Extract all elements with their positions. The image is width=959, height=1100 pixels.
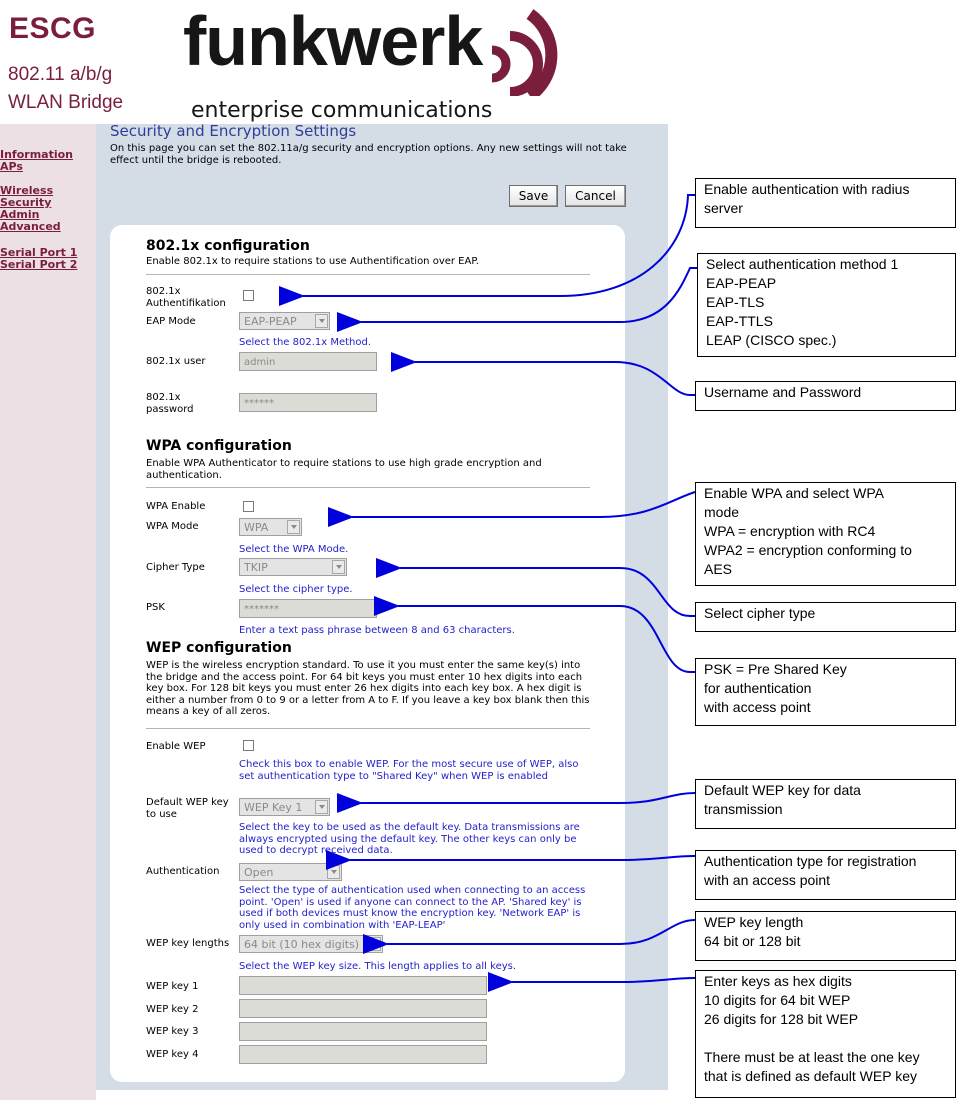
nav-item-serial-port-1[interactable]: Serial Port 1 (0, 246, 78, 259)
logo-tagline: enterprise communications (191, 98, 493, 123)
arrow-auth-type (350, 856, 695, 860)
callout-key-length: WEP key length 64 bit or 128 bit (695, 911, 956, 961)
callout-cipher: Select cipher type (695, 602, 956, 632)
wep-heading: WEP configuration (146, 640, 292, 656)
dot1x-password-label: 802.1x password (146, 392, 194, 415)
wep-auth-label: Authentication (146, 866, 220, 877)
logo-wordmark: funkwerk (183, 2, 483, 80)
wep-key-length-label: WEP key lengths (146, 938, 230, 949)
psk-label: PSK (146, 602, 165, 613)
callout-radius: Enable authentication with radius server (695, 178, 956, 228)
save-button[interactable]: Save (509, 185, 558, 207)
wep-description: WEP is the wireless encryption standard. To use it you must enter the same key(s) into the bridge and the access point. For 64 bit keys you must enter 10 hex digits into each key box. For 128 bit keys you must enter 26 hex digits into each key box. A hex digit is either a number from 0 to 9 or a letter from A to F. If you leave a key box blank then this means a key of all zeros. (146, 660, 590, 717)
wep-key-1-label: WEP key 1 (146, 981, 199, 992)
page-title: Security and Encryption Settings (110, 122, 357, 140)
dot1x-password-input[interactable]: ****** (239, 393, 377, 412)
brand-title: ESCG (9, 12, 97, 45)
nav-item-serial-port-2[interactable]: Serial Port 2 (0, 258, 78, 271)
arrow-psk (398, 606, 695, 672)
arrow-wpa-mode (352, 492, 695, 517)
psk-hint: Enter a text pass phrase between 8 and 63 characters. (239, 625, 515, 636)
dot1x-user-input[interactable]: admin (239, 352, 377, 371)
wep-key-4-label: WEP key 4 (146, 1049, 199, 1060)
wep-enable-hint: Check this box to enable WEP. For the most secure use of WEP, also set authentication type to "Shared Key" when WEP is enabled (239, 759, 579, 782)
wep-auth-hint: Select the type of authentication used when connecting to an access point. 'Open' is used if anyone can connect to the AP. 'Shared key' is used if both devices must know the encryption key. 'Network EAP' is only used in combination with 'EAP-LEAP' (239, 885, 586, 931)
wpa-mode-value: WPA (244, 521, 269, 534)
callout-eap-method: Select authentication method 1 EAP-PEAP EAP-TLS EAP-TTLS LEAP (CISCO spec.) (697, 253, 956, 357)
nav-item-wireless[interactable]: Wireless (0, 184, 54, 197)
product-line-2: WLAN Bridge (8, 92, 124, 113)
page-intro: On this page you can set the 802.11a/g security and encryption options. Any new settings will not take effect until the bridge is rebooted. (110, 143, 627, 166)
callout-keys: Enter keys as hex digits 10 digits for 64 bit WEP 26 digits for 128 bit WEP There must be at least the one key that is defined as default WEP key (695, 970, 956, 1098)
dot1x-auth-label: 802.1x Authentifikation (146, 286, 226, 309)
arrow-key-length (387, 920, 695, 944)
eap-mode-label: EAP Mode (146, 316, 196, 327)
nav-item-security[interactable]: Security (0, 196, 52, 209)
wpa-mode-label: WPA Mode (146, 521, 199, 532)
default-wep-key-label: Default WEP key to use (146, 797, 229, 820)
arrow-cipher (400, 568, 695, 616)
callout-wpa-mode: Enable WPA and select WPA mode WPA = encryption with RC4 WPA2 = encryption conforming to AES (695, 482, 956, 586)
wpa-heading: WPA configuration (146, 438, 292, 454)
callout-user-pass: Username and Password (695, 381, 956, 411)
dot1x-heading: 802.1x configuration (146, 238, 310, 254)
cancel-button[interactable]: Cancel (565, 185, 626, 207)
wep-key-length-value: 64 bit (10 hex digits) (244, 938, 360, 951)
eap-mode-value: EAP-PEAP (244, 315, 297, 328)
wep-enable-label: Enable WEP (146, 741, 206, 752)
wpa-mode-hint: Select the WPA Mode. (239, 544, 349, 555)
wpa-enable-label: WPA Enable (146, 501, 206, 512)
dot1x-user-label: 802.1x user (146, 356, 206, 367)
callout-auth-type: Authentication type for registration with an access point (695, 850, 956, 900)
cipher-type-hint: Select the cipher type. (239, 584, 353, 595)
wep-key-length-hint: Select the WEP key size. This length applies to all keys. (239, 961, 517, 972)
product-line-1: 802.11 a/b/g (8, 64, 113, 85)
callout-psk: PSK = Pre Shared Key for authentication with access point (695, 658, 956, 726)
arrow-default-key (361, 793, 695, 803)
arrow-keys (512, 978, 695, 982)
wep-key-2-label: WEP key 2 (146, 1004, 199, 1015)
wep-key-3-label: WEP key 3 (146, 1026, 199, 1037)
arrow-radius (303, 195, 695, 296)
arrow-user-pass (415, 362, 695, 395)
default-wep-key-hint: Select the key to be used as the default key. Data transmissions are always encrypted using the default key. The other keys can only be used to decrypt received data. (239, 822, 580, 856)
nav-item-advanced[interactable]: Advanced (0, 220, 61, 233)
wpa-description: Enable WPA Authenticator to require stations to use high grade encryption and authentication. (146, 458, 542, 481)
cipher-type-label: Cipher Type (146, 562, 205, 573)
nav-item-admin[interactable]: Admin (0, 208, 40, 221)
nav-item-aps[interactable]: APs (0, 160, 23, 173)
wep-auth-value: Open (244, 866, 274, 879)
nav-item-information[interactable]: Information (0, 148, 73, 161)
cipher-type-value: TKIP (244, 561, 268, 574)
default-wep-key-value: WEP Key 1 (244, 801, 303, 814)
dot1x-description: Enable 802.1x to require stations to use Authentification over EAP. (146, 256, 479, 267)
psk-input[interactable]: ******* (239, 599, 377, 618)
eap-mode-hint: Select the 802.1x Method. (239, 337, 372, 348)
callout-default-key: Default WEP key for data transmission (695, 779, 956, 829)
